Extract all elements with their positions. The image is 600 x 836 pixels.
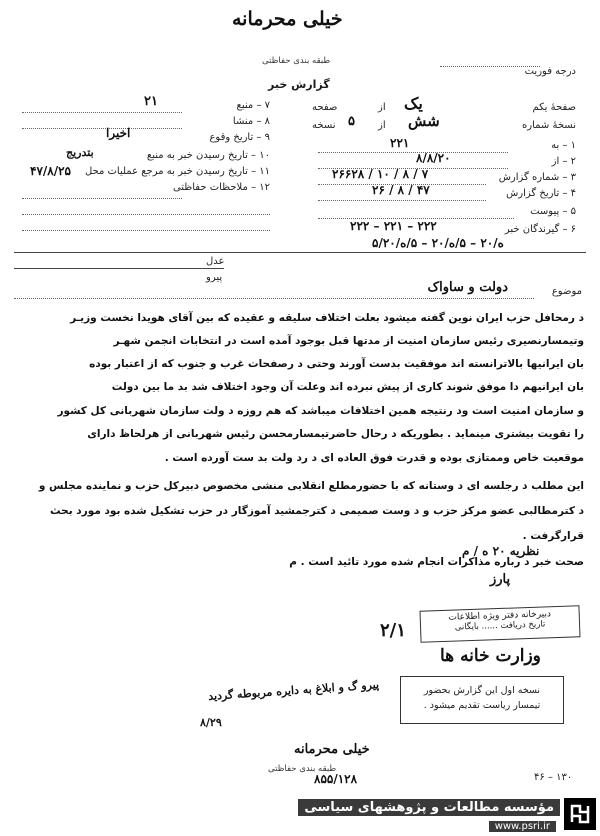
body-line: د کترمطالبی عضو مرکز حزب و د وست صمیمی د کترجمشید آموزگار در حزب تشکیل شده بود مورد بحث [50,505,584,517]
classification-label: طبقه بندی حفاظتی [262,56,331,66]
field-report-date: ۴ – تاریخ گزارش [506,188,576,199]
field-occurrence-date-value: اخیرا [106,126,131,140]
field-report-number: ۳ – شماره گزارش [498,172,576,183]
ministries-stamp: وزارت خانه ها [440,646,541,666]
handwritten-date: ۸/۲۹ [200,716,222,729]
signature-pars: پارز [490,572,511,587]
institute-logo-icon [564,798,596,830]
copy-unit-label: نسخه [312,120,336,131]
institute-url: www.psri.ir [489,821,556,832]
field-attachment: ۵ – پیوست [530,206,576,217]
field-recipients-dates: ۵/ه/۲۰ – ۵/ه/۲۰ – ۵/ه/۲۰ [372,236,504,250]
field-security-notes: ۱۲ – ملاحظات حفاظتی [172,182,270,193]
field-source-value: ۲۱ [144,94,158,109]
received-stamp: دبیرخانه دفتر ویژه اطلاعات تاریخ دریافت ...... بایگانی [419,605,580,643]
field-receipt-source-value: بتدریج [66,146,94,159]
field-origin: ۸ – منشا [232,116,270,127]
body-line: و سازمان امنیت است ود رنتیجه همین اختلافات میباشد که هم روزه د ولت سازمان شهربانی کل کشور [57,405,584,417]
page-number-value: یک [404,94,423,113]
bottom-code: ۴۶ – ۱۳۰ [534,772,573,783]
field-recipients-value: ۲۲۲ – ۲۲۱ – ۲۲۲ [350,219,437,233]
field-source: ۷ – منبع [236,100,270,111]
bottom-stamp: خیلی محرمانه [294,742,370,757]
body-line: بان ایرانیها بالاترانسته اند موفقیت بدست آورند وحتی د رصفحات غرب و جنوب که از اعتبار بوده [89,358,584,370]
field-recipients: ۶ – گیرندگان خبر [504,224,576,235]
body-line: را تقویت بیشتری مینماید . بطوریکه د رحال حاضرتیمسارمحسن رئیس شهربانی از هرلحاظ دارای [87,428,584,440]
body-line: صحت خبر د رباره مذاکرات انجام شده مورد تائید است . م [289,556,584,568]
body-line: موقعیت خاص وممتازی بوده و قدرت فوق العاده ای د رد ولت بد ست آورده است . [164,452,584,464]
nazarieh-note: نظریه ۲۰ ه / م [462,544,540,558]
eval-label-1: عدل [206,256,225,267]
subject-value: دولت و ساواک [427,280,508,295]
top-classification-stamp: خیلی محرمانه [232,8,343,30]
bottom-sign-numbers: ۸۵۵/۱۲۸ [314,772,358,786]
eval-label-2: پیرو [206,272,223,283]
body-line: وتیمسارنصیری رئیس سازمان امنیت از مدتها قبل بوجود آمده است در انتخابات انجمن شهـر [113,335,584,347]
note-box: نسخه اول این گزارش بحضور تیمسار ریاست تقدیم میشود . [400,676,564,724]
field-from-value: ۸/۸/۲۰ [416,151,451,165]
body-line: این مطلب د رجلسه ای د وستانه که با حضورمطلع انقلابی منشی مخصوص دبیرکل حزب و نماینده مجلس و [38,480,584,492]
field-report-number-value: ۲۶۶۲۸ / ۱۰ / ۸ / ۷ [332,167,429,181]
copy-from-label: از [378,120,386,131]
priority-label: درجه فوریت [524,66,576,77]
handwritten-numbers: ۲/۱ [380,620,406,641]
field-to: ۱ – به [551,140,576,151]
copy-number-field: نسخهٔ شماره [522,120,576,131]
body-line: د رمحافل حزب ایران نوین گفته میشود بعلت اختلاف سلیقه و عقیده که بین آقای هویدا نخست وزیـر [70,312,584,324]
page-number-field: صفحهٔ یکم [532,102,576,113]
page-from-label: از [378,102,386,113]
copy-number-value: شش [408,112,440,130]
field-receipt-source: ۱۰ – تاریخ رسیدن خبر به منبع [146,150,270,161]
field-receipt-local: ۱۱ – تاریخ رسیدن خبر به مرجع عملیات محل [84,166,270,177]
field-from: ۲ – از [551,156,576,167]
field-occurrence-date: ۹ – تاریخ وقوع [209,132,270,143]
field-receipt-local-value: ۴۷/۸/۲۵ [30,164,71,178]
body-line: بان ایرانیهم دا موفق شوند کاری از پیش نبرده اند وعلت آن وجود اختلاف شد بد ما بین دولت [111,381,584,393]
subject-label: موضوع [551,286,582,297]
institute-footer [0,792,600,836]
field-report-date-value: ۲۶ / ۸ / ۴۷ [372,183,430,197]
handwritten-note: پیرو گ و ابلاغ به دایره مربوطه گردید [207,678,380,703]
page-unit-label: صفحه [312,102,338,113]
body-line: قرارگرفت . [522,530,584,542]
form-title: گزارش خبر [268,78,330,91]
copy-total-value: ۵ [348,114,355,129]
field-to-value: ۲۲۱ [390,136,410,150]
institute-name: مؤسسه مطالعات و پژوهشهای سیاسی [298,799,560,816]
bottom-classification: طبقه بندی حفاظتی [268,764,337,774]
